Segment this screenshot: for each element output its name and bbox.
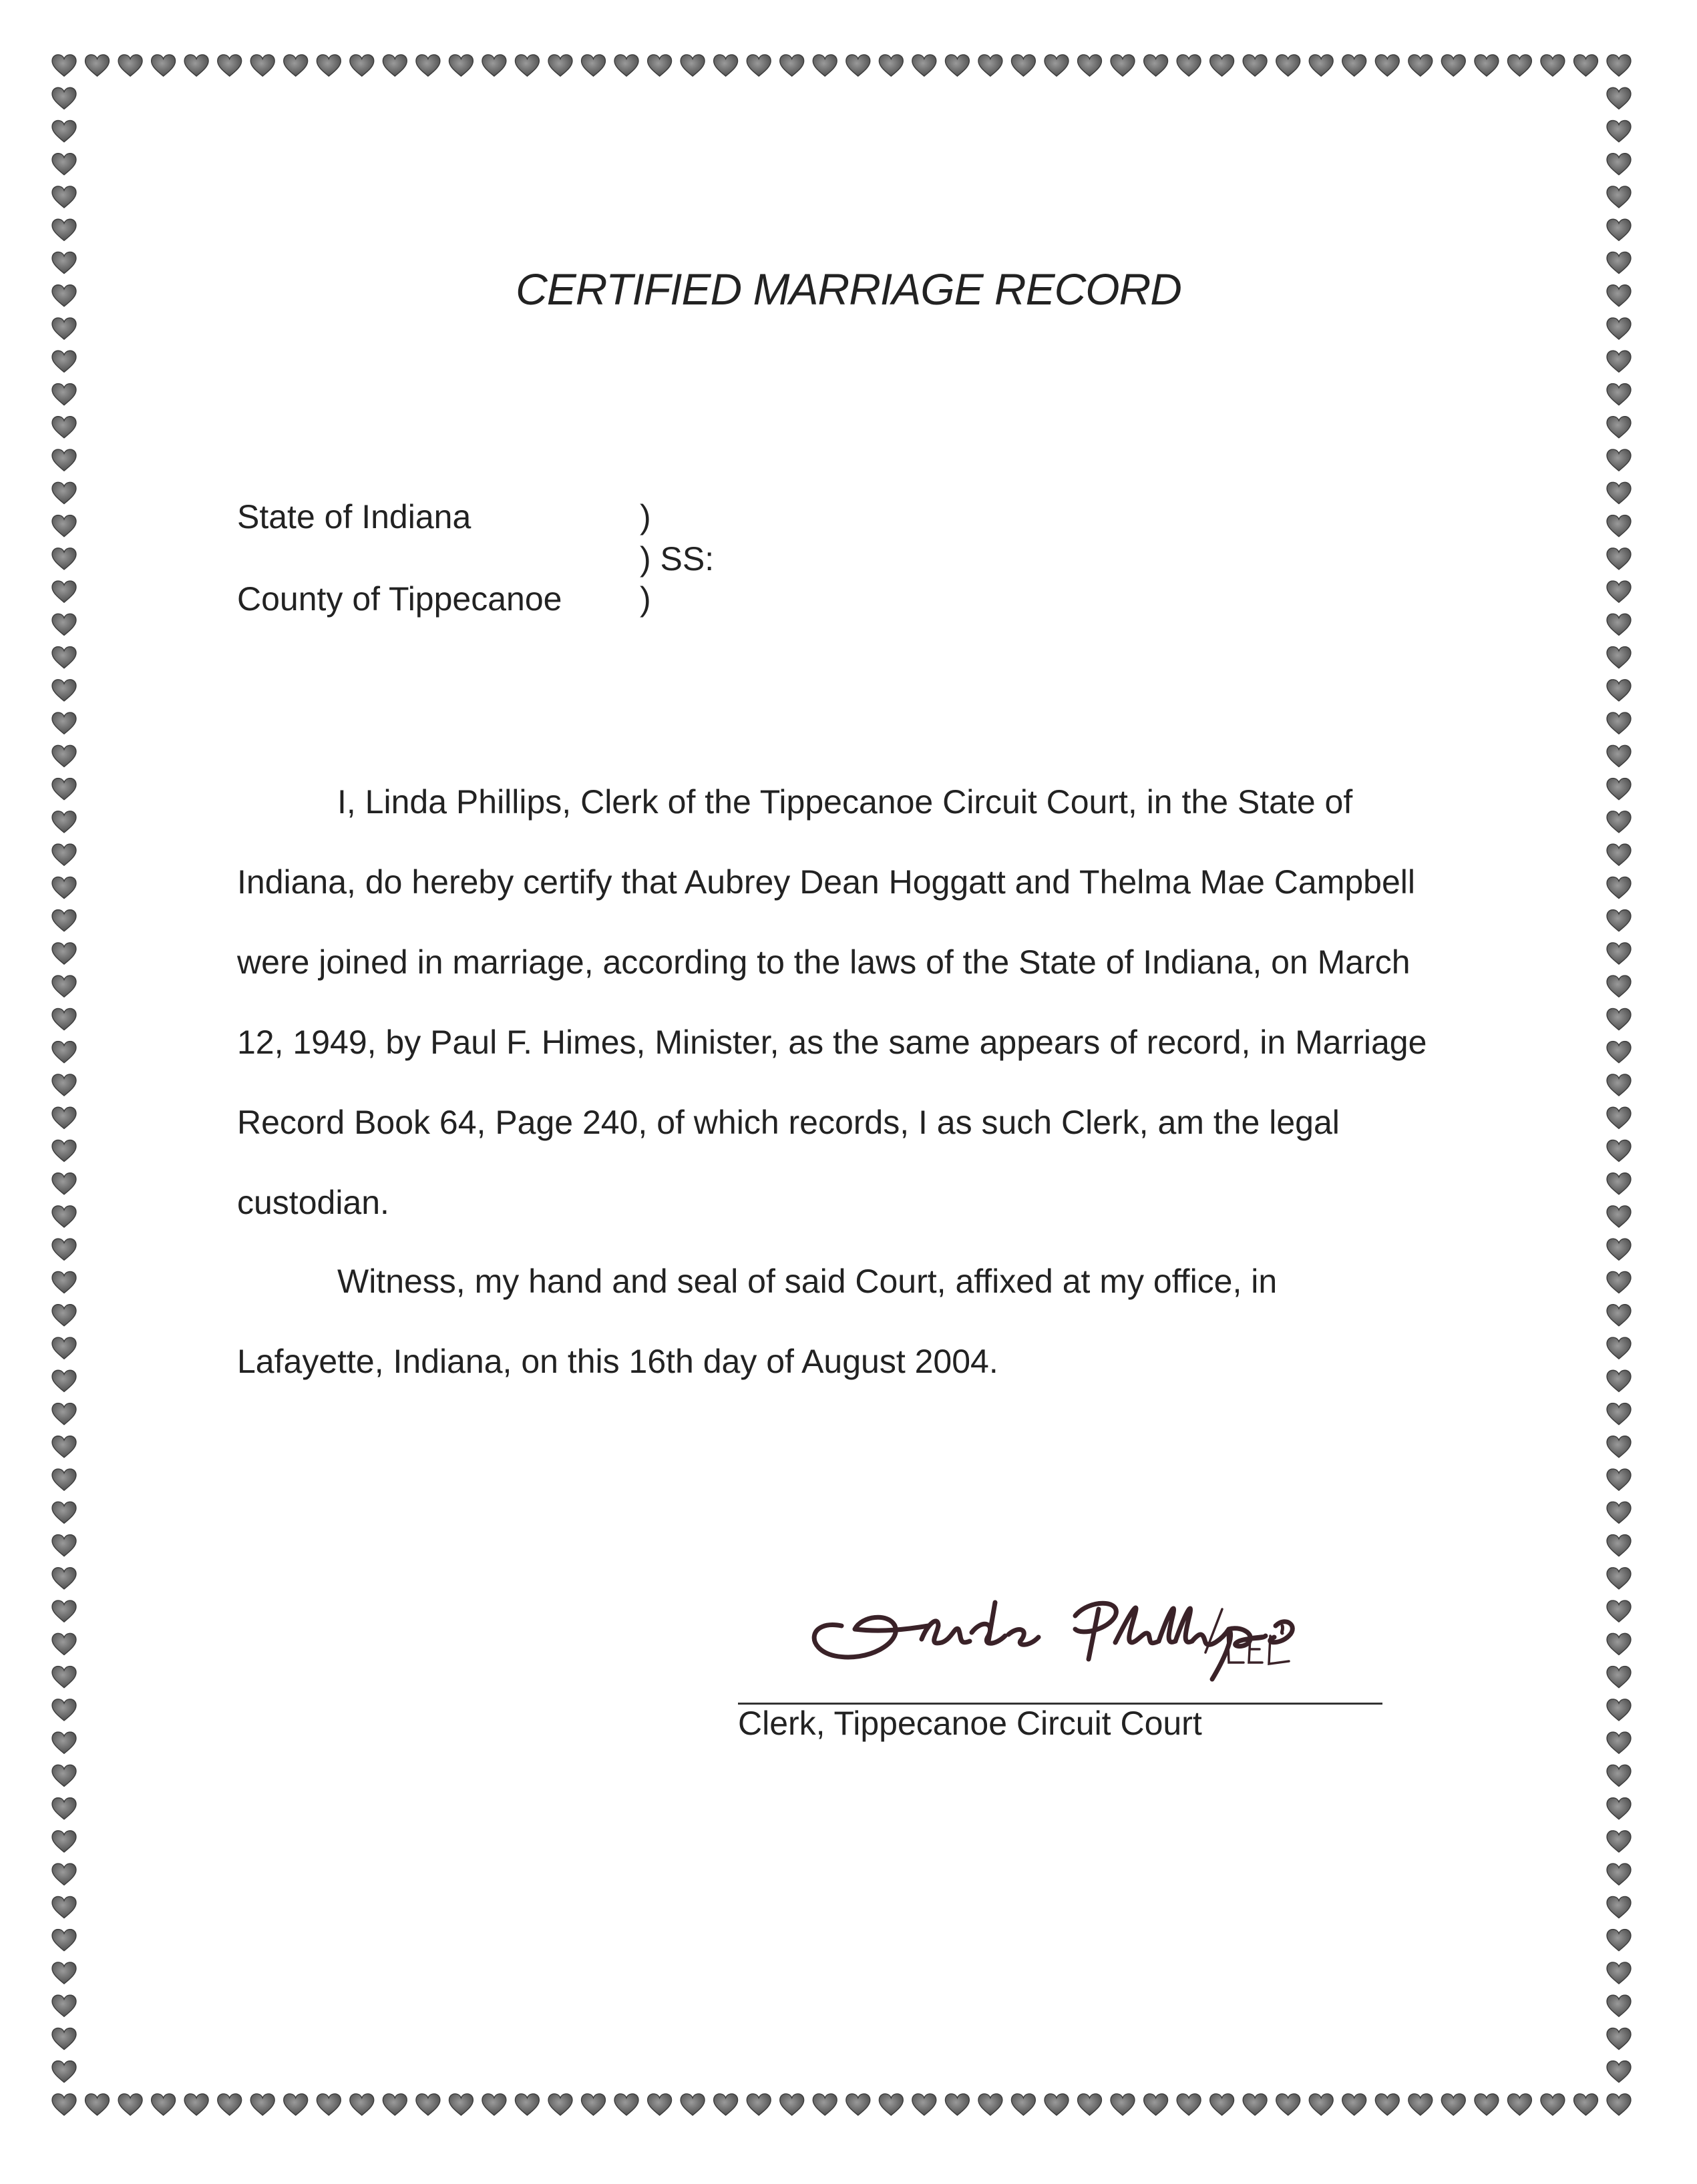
heart-icon [846,55,870,76]
heart-icon [1177,2094,1201,2115]
heart-icon [1607,1074,1631,1096]
heart-icon [449,2094,473,2115]
heart-icon [1607,1732,1631,1753]
heart-icon [52,55,76,76]
heart-icon [1607,1568,1631,1589]
heart-icon [52,1962,76,1984]
heart-icon [416,55,440,76]
heart-icon [1607,55,1631,76]
heart-icon [52,1008,76,1030]
heart-icon [1243,55,1267,76]
heart-icon [52,1042,76,1063]
heart-icon [1607,548,1631,570]
heart-icon [978,55,1002,76]
heart-icon [152,55,176,76]
heart-icon [1177,55,1201,76]
heart-icon [1607,1633,1631,1655]
heart-icon [1574,2094,1598,2115]
heart-icon [383,2094,407,2115]
heart-icon [1475,2094,1499,2115]
heart-icon [945,55,969,76]
heart-icon [648,55,672,76]
heart-icon [1607,1798,1631,1819]
heart-icon [1607,581,1631,602]
heart-icon [1541,55,1565,76]
heart-icon [1607,1403,1631,1425]
heart-icon [1342,55,1366,76]
heart-icon [1607,1107,1631,1128]
heart-icon [52,581,76,602]
heart-icon [1607,318,1631,339]
state-label: State of Indiana [237,498,472,535]
heart-icon [52,2028,76,2049]
heart-icon [1607,2061,1631,2083]
heart-icon [1011,55,1035,76]
heart-icon [52,1107,76,1128]
heart-icon [681,55,705,76]
heart-icon [1607,351,1631,372]
heart-icon [714,55,738,76]
heart-icon [52,1370,76,1391]
heart-icon [52,1896,76,1918]
heart-icon [218,2094,242,2115]
heart-icon [813,55,837,76]
heart-icon [1607,1831,1631,1852]
heart-icon [52,1305,76,1326]
heart-icon [515,55,539,76]
heart-icon [52,1831,76,1852]
ss-label: ) SS: [640,540,715,578]
heart-icon [52,1206,76,1227]
heart-icon [1607,1535,1631,1556]
heart-icon [780,55,804,76]
heart-icon [1607,515,1631,537]
heart-icon [52,877,76,898]
heart-icon [85,2094,110,2115]
heart-icon [1607,877,1631,898]
heart-icon [1607,1436,1631,1458]
heart-icon [978,2094,1002,2115]
heart-icon [1607,384,1631,405]
heart-icon [1607,482,1631,503]
heart-icon [1607,680,1631,701]
heart-icon [52,1271,76,1293]
paragraph-line: Record Book 64, Page 240, of which records, I as such Clerk, am the legal [237,1104,1340,1141]
heart-icon [1607,417,1631,438]
heart-icon [52,1436,76,1458]
heart-icon [350,55,374,76]
heart-icon [1607,1962,1631,1984]
heart-icon [1607,120,1631,142]
heart-icon [1607,219,1631,240]
heart-icon [52,1600,76,1622]
heart-icon [284,2094,308,2115]
heart-icon [52,1337,76,1359]
heart-icon [1210,55,1234,76]
signer-title: Clerk, Tippecanoe Circuit Court [738,1705,1202,1742]
heart-icon [582,2094,606,2115]
heart-icon [52,1699,76,1721]
heart-icon [1408,2094,1433,2115]
heart-icon [1607,779,1631,800]
heart-icon [52,2094,76,2115]
heart-icon [52,449,76,471]
heart-icon [1607,1930,1631,1951]
heart-icon [912,55,936,76]
heart-icon [52,943,76,964]
heart-icon [52,1074,76,1096]
heart-icon [1607,844,1631,865]
clerk-signature [795,1562,1342,1689]
heart-icon [52,1995,76,2016]
heart-icon [1342,2094,1366,2115]
heart-icon [1607,1995,1631,2016]
heart-icon [582,55,606,76]
heart-icon [1607,1502,1631,1523]
heart-icon [52,482,76,503]
heart-icon [1408,55,1433,76]
heart-icon [1078,55,1102,76]
heart-icon [1607,1864,1631,1885]
heart-icon [1309,2094,1333,2115]
heart-icon [1607,87,1631,109]
heart-icon [52,647,76,668]
heart-icon [747,2094,771,2115]
heart-icon [184,55,208,76]
heart-icon [416,2094,440,2115]
heart-icon [1607,1239,1631,1260]
heart-icon [1607,975,1631,997]
heart-icon [879,2094,903,2115]
heart-icon [52,384,76,405]
heart-icon [1441,55,1465,76]
heart-icon [1507,55,1531,76]
heart-icon [945,2094,969,2115]
heart-icon [250,2094,274,2115]
heart-icon [780,2094,804,2115]
heart-icon [1607,1305,1631,1326]
heart-icon [1541,2094,1565,2115]
heart-icon [52,154,76,175]
heart-icon [52,2061,76,2083]
heart-icon [548,2094,572,2115]
heart-icon [1607,1206,1631,1227]
heart-icon [879,55,903,76]
paragraph-line: Indiana, do hereby certify that Aubrey Dean Hoggatt and Thelma Mae Campbell [237,863,1416,901]
heart-icon [1607,647,1631,668]
heart-icon [52,417,76,438]
heart-icon [1607,2094,1631,2115]
heart-icon [1607,1699,1631,1721]
heart-icon [250,55,274,76]
heart-icon [1375,2094,1399,2115]
heart-icon [317,55,341,76]
heart-icon [648,2094,672,2115]
heart-icon [1607,1600,1631,1622]
heart-icon [52,745,76,767]
heart-icon [1276,2094,1300,2115]
heart-icon [52,1864,76,1885]
heart-icon [1607,1271,1631,1293]
heart-icon [1045,2094,1069,2115]
heart-icon [1607,1337,1631,1359]
heart-icon [1607,1140,1631,1161]
heart-icon [1011,2094,1035,2115]
heart-icon [1111,2094,1135,2115]
heart-icon [1574,55,1598,76]
heart-icon [1607,186,1631,208]
heart-icon [1111,55,1135,76]
heart-icon [1210,2094,1234,2115]
heart-icon [52,186,76,208]
heart-icon [52,1469,76,1490]
heart-icon [52,1732,76,1753]
paragraph-line: Witness, my hand and seal of said Court, affixed at my office, in [337,1263,1278,1300]
paragraph-line: 12, 1949, by Paul F. Himes, Minister, as the same appears of record, in Marriage [237,1024,1427,1061]
heart-icon [1607,1667,1631,1688]
heart-icon [1607,943,1631,964]
heart-icon [284,55,308,76]
paragraph-line: I, Linda Phillips, Clerk of the Tippecanoe Circuit Court, in the State of [337,783,1353,821]
heart-icon [1607,1042,1631,1063]
heart-icon [52,219,76,240]
heart-icon [52,975,76,997]
heart-icon [1607,1173,1631,1194]
heart-icon [515,2094,539,2115]
heart-icon [614,2094,638,2115]
heart-icon [52,351,76,372]
heart-icon [1607,1765,1631,1786]
heart-icon [1441,2094,1465,2115]
heart-icon [1607,745,1631,767]
paragraph-line: were joined in marriage, according to the laws of the State of Indiana, on March [237,943,1410,981]
heart-icon [1144,55,1168,76]
heart-icon [1375,55,1399,76]
heart-icon [52,1798,76,1819]
heart-icon [52,1535,76,1556]
heart-icon [52,680,76,701]
heart-icon [152,2094,176,2115]
heart-icon [85,55,110,76]
heart-icon [1607,811,1631,833]
heart-icon [52,1930,76,1951]
heart-icon [714,2094,738,2115]
heart-icon [1607,1370,1631,1391]
heart-icon [52,87,76,109]
heart-icon [52,1173,76,1194]
heart-icon [52,614,76,635]
witness-paragraph [237,1262,1459,1422]
heart-icon [52,318,76,339]
heart-icon [52,844,76,865]
heart-icon [548,55,572,76]
heart-icon [52,910,76,931]
heart-icon [52,1765,76,1786]
county-label: County of Tippecanoe [237,580,562,618]
heart-icon [1507,2094,1531,2115]
document-title: CERTIFIED MARRIAGE RECORD [516,264,1181,314]
heart-icon [1607,449,1631,471]
heart-icon [118,2094,142,2115]
heart-icon [614,55,638,76]
heart-icon [52,1667,76,1688]
paragraph-line: custodian. [237,1184,389,1221]
heart-icon [350,2094,374,2115]
heart-icon [52,548,76,570]
heart-icon [218,55,242,76]
heart-icon [1607,1008,1631,1030]
heart-icon [1607,2028,1631,2049]
heart-icon [52,811,76,833]
heart-icon [482,55,506,76]
paren-top: ) [640,498,651,535]
heart-icon [1144,2094,1168,2115]
heart-icon [52,779,76,800]
heart-icon [813,2094,837,2115]
heart-icon [52,1502,76,1523]
paren-bottom: ) [640,580,651,618]
heart-icon [1276,55,1300,76]
heart-icon [52,1633,76,1655]
heart-icon [846,2094,870,2115]
heart-icon [383,55,407,76]
heart-icon [449,55,473,76]
paragraph-line: Lafayette, Indiana, on this 16th day of August 2004. [237,1343,998,1380]
heart-icon [52,1140,76,1161]
heart-icon [1607,1896,1631,1918]
heart-icon [52,712,76,734]
heart-icon [118,55,142,76]
heart-icon [52,1568,76,1589]
heart-icon [184,2094,208,2115]
heart-icon [1607,154,1631,175]
heart-icon [1607,614,1631,635]
heart-icon [912,2094,936,2115]
heart-icon [1475,55,1499,76]
heart-icon [52,1403,76,1425]
heart-icon [1078,2094,1102,2115]
heart-icon [52,120,76,142]
heart-icon [1607,1469,1631,1490]
heart-icon [1607,910,1631,931]
heart-icon [1243,2094,1267,2115]
heart-icon [52,515,76,537]
heart-icon [482,2094,506,2115]
heart-icon [1045,55,1069,76]
heart-icon [52,1239,76,1260]
heart-icon [1309,55,1333,76]
heart-icon [317,2094,341,2115]
heart-icon [1607,712,1631,734]
heart-icon [681,2094,705,2115]
heart-icon [747,55,771,76]
certification-paragraph [237,783,1459,1263]
